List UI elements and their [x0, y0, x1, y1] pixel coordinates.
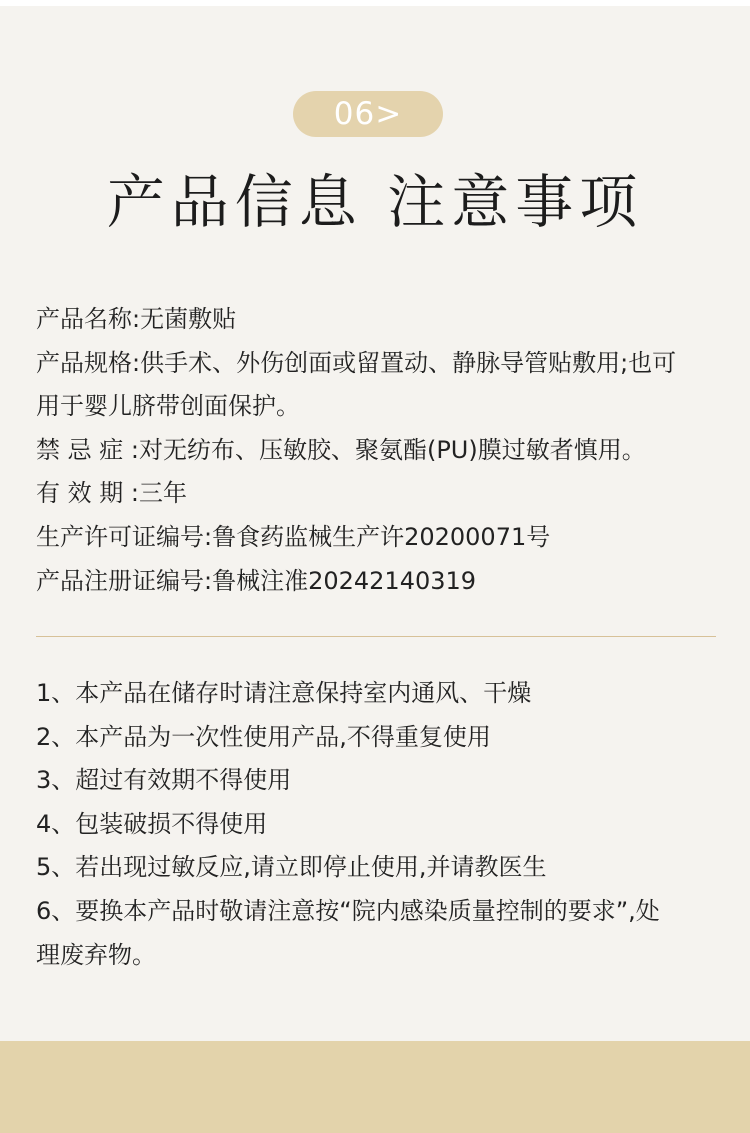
production-license-number: 生产许可证编号:鲁食药监械生产许20200071号	[36, 522, 551, 551]
validity-period: 有 效 期 :三年	[36, 479, 187, 508]
precaution-item: 2、本产品为一次性使用产品,不得重复使用	[36, 722, 491, 751]
page-title: 产品信息 注意事项	[106, 168, 644, 236]
contraindication: 禁 忌 症 :对无纺布、压敏胶、聚氨酯(PU)膜过敏者慎用。	[36, 435, 646, 464]
precaution-item: 5、若出现过敏反应,请立即停止使用,并请教医生	[36, 853, 547, 882]
precaution-item: 1、本产品在储存时请注意保持室内通风、干燥	[36, 679, 532, 707]
precaution-item-continuation: 理废弃物。	[36, 940, 156, 969]
precautions-list	[36, 672, 721, 977]
product-info-section	[36, 298, 721, 603]
product-name: 产品名称:无菌敷贴	[36, 305, 237, 333]
footer-band	[0, 1041, 750, 1133]
precaution-item: 3、超过有效期不得使用	[36, 766, 292, 795]
section-number-badge: 06>	[293, 91, 443, 137]
precaution-item: 6、要换本产品时敬请注意按“院内感染质量控制的要求”,处	[36, 896, 660, 925]
precaution-item: 4、包装破损不得使用	[36, 809, 268, 838]
product-spec-line-2: 用于婴儿脐带创面保护。	[36, 392, 300, 421]
section-divider	[36, 636, 716, 637]
registration-certificate-number: 产品注册证编号:鲁械注准20242140319	[36, 566, 477, 595]
content-panel	[0, 6, 750, 1041]
product-spec-line-1: 产品规格:供手术、外伤创面或留置动、静脉导管贴敷用;也可	[36, 348, 677, 377]
